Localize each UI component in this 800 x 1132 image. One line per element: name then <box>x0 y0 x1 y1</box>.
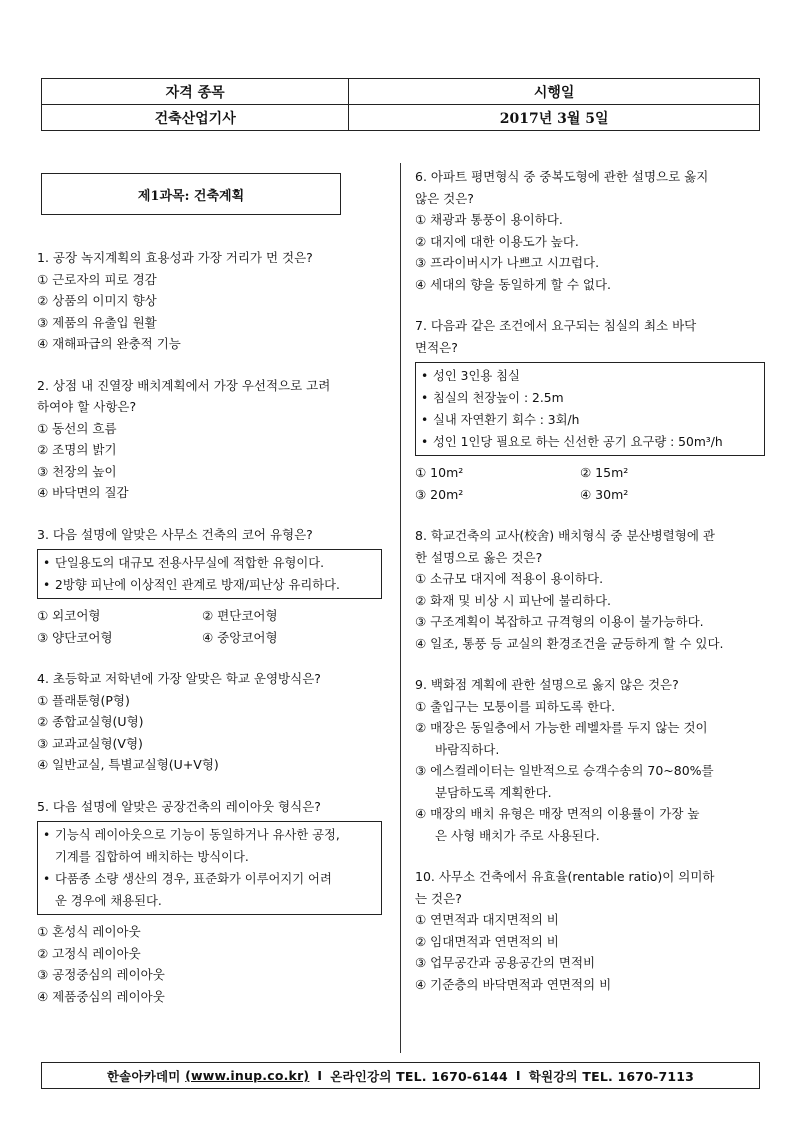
choice-4[interactable]: ④ 세대의 향을 동일하게 할 수 없다. <box>415 276 611 292</box>
choice-4-cont: 은 사형 배치가 주로 사용된다. <box>435 827 600 843</box>
choice-3[interactable]: ③ 공정중심의 레이아웃 <box>37 967 165 982</box>
choice-4[interactable]: ④ 30m² <box>580 486 629 502</box>
choice-4[interactable]: ④ 일반교실, 특별교실형(U+V형) <box>37 757 219 772</box>
choice-grid <box>37 605 382 648</box>
choice-3[interactable]: ③ 양단코어형 <box>37 629 113 645</box>
choice-2[interactable]: ② 고정식 레이아웃 <box>37 945 141 961</box>
condition-box <box>37 821 382 915</box>
condition-box <box>415 362 765 456</box>
condition-box <box>37 549 382 599</box>
choice-1[interactable]: ① 10m² <box>415 465 464 480</box>
question-text: 2. 상점 내 진열장 배치계획에서 가장 우선적으로 고려 <box>37 377 331 393</box>
condition-item: • 단일용도의 대규모 전용사무실에 적합한 유형이다. <box>43 552 376 574</box>
question-text-cont: 는 것은? <box>415 890 462 906</box>
right-column <box>415 166 765 1015</box>
choice-4[interactable]: ④ 바닥면의 질감 <box>37 485 129 500</box>
condition-line: 기계를 집합하여 배치하는 방식이다. <box>55 850 249 864</box>
question-4 <box>37 668 382 776</box>
condition-item: • 침실의 천장높이 : 2.5m <box>421 387 759 409</box>
question-text: 7. 다음과 같은 조건에서 요구되는 침실의 최소 바닥 <box>415 318 697 333</box>
condition-item: • 성인 1인당 필요로 하는 신선한 공기 요구량 : 50m³/h <box>421 431 759 453</box>
condition-line: 다품종 소량 생산의 경우, 표준화가 이루어지기 어려 <box>55 872 332 886</box>
question-text-cont: 않은 것은? <box>415 190 474 206</box>
choice-2[interactable]: ② 매장은 동일층에서 가능한 레벨차를 두지 않는 것이 <box>415 720 708 735</box>
condition-item: • 2방향 피난에 이상적인 관계로 방재/피난상 유리하다. <box>43 574 376 596</box>
condition-item: • 성인 3인용 침실 <box>421 365 759 387</box>
footer-website-link[interactable]: (www.inup.co.kr) <box>185 1068 310 1083</box>
footer-academy-name: 한솔아카데미 <box>106 1068 181 1084</box>
choice-4[interactable]: ④ 매장의 배치 유형은 매장 면적의 이용률이 가장 높 <box>415 806 700 821</box>
choice-2[interactable]: ② 편단코어형 <box>202 608 278 623</box>
choice-2[interactable]: ② 15m² <box>580 465 629 480</box>
question-text-cont: 면적은? <box>415 339 458 355</box>
question-7 <box>415 315 765 505</box>
question-5 <box>37 796 382 1008</box>
choice-2[interactable]: ② 조명의 밝기 <box>37 442 117 457</box>
choice-1[interactable]: ① 채광과 통풍이 용이하다. <box>415 212 563 227</box>
choice-1[interactable]: ① 연면적과 대지면적의 비 <box>415 912 559 927</box>
choice-4[interactable]: ④ 재해파급의 완충적 기능 <box>37 336 181 351</box>
choice-3[interactable]: ③ 교과교실형(V형) <box>37 735 143 751</box>
choice-2[interactable]: ② 임대면적과 연면적의 비 <box>415 933 559 949</box>
choice-3[interactable]: ③ 제품의 유출입 원활 <box>37 314 157 330</box>
question-text: 1. 공장 녹지계획의 효용성과 가장 거리가 먼 것은? <box>37 250 313 265</box>
choice-3[interactable]: ③ 구조계획이 복잡하고 규격형의 이용이 불가능하다. <box>415 614 704 629</box>
question-text-cont: 한 설명으로 옳은 것은? <box>415 549 543 565</box>
question-text: 3. 다음 설명에 알맞은 사무소 건축의 코어 유형은? <box>37 526 313 542</box>
choice-1[interactable]: ① 동선의 흐름 <box>37 420 117 436</box>
choice-3[interactable]: ③ 업무공간과 공용공간의 면적비 <box>415 955 596 970</box>
footer-separator: I <box>515 1068 521 1083</box>
question-text: 10. 사무소 건축에서 유효율(rentable ratio)이 의미하 <box>415 869 715 884</box>
footer-separator: I <box>317 1068 323 1083</box>
choice-2[interactable]: ② 상품의 이미지 향상 <box>37 293 157 308</box>
question-9 <box>415 674 765 846</box>
choice-3[interactable]: ③ 천장의 높이 <box>37 463 117 479</box>
choice-1[interactable]: ① 근로자의 피로 경감 <box>37 271 157 287</box>
header-table <box>41 78 760 131</box>
question-text: 4. 초등학교 저학년에 가장 알맞은 학교 운영방식은? <box>37 671 321 686</box>
question-8 <box>415 525 765 654</box>
question-text: 6. 아파트 평면형식 중 중복도형에 관한 설명으로 옳지 <box>415 169 709 184</box>
choice-2[interactable]: ② 대지에 대한 이용도가 높다. <box>415 233 579 249</box>
choice-3[interactable]: ③ 에스컬레이터는 일반적으로 승객수송의 70~80%를 <box>415 763 714 778</box>
header-label-qualification: 자격 종목 <box>42 79 349 105</box>
question-text: 8. 학교건축의 교사(校舍) 배치형식 중 분산병렬형에 관 <box>415 528 715 543</box>
choice-4[interactable]: ④ 제품중심의 레이아웃 <box>37 988 165 1004</box>
question-text: 5. 다음 설명에 알맞은 공장건축의 레이아웃 형식은? <box>37 798 321 814</box>
question-text-cont: 하여야 할 사항은? <box>37 399 137 414</box>
footer-offline-tel: 학원강의 TEL. 1670-7113 <box>528 1068 695 1084</box>
footer-online-tel: 온라인강의 TEL. 1670-6144 <box>330 1068 508 1084</box>
condition-item: • 실내 자연환기 회수 : 3회/h <box>421 409 759 431</box>
footer-bar <box>41 1062 760 1089</box>
question-1 <box>37 247 382 355</box>
choice-1[interactable]: ① 혼성식 레이아웃 <box>37 924 141 939</box>
choice-2[interactable]: ② 종합교실형(U형) <box>37 714 144 729</box>
choice-3-cont: 분담하도록 계획한다. <box>435 784 552 800</box>
header-value-qualification: 건축산업기사 <box>42 105 349 131</box>
question-6 <box>415 166 765 295</box>
question-10 <box>415 866 765 995</box>
choice-2-cont: 바람직하다. <box>435 741 500 757</box>
condition-line: 기능식 레이아웃으로 기능이 동일하거나 유사한 공정, <box>55 828 340 842</box>
choice-1[interactable]: ① 플래툰형(P형) <box>37 692 130 708</box>
choice-grid <box>415 462 765 505</box>
choice-3[interactable]: ③ 20m² <box>415 486 464 502</box>
question-3 <box>37 524 382 649</box>
condition-item <box>43 868 376 912</box>
header-label-exam-date: 시행일 <box>349 79 760 105</box>
choice-4[interactable]: ④ 중앙코어형 <box>202 629 278 645</box>
choice-4[interactable]: ④ 기준층의 바닥면적과 연면적의 비 <box>415 976 612 992</box>
choice-1[interactable]: ① 외코어형 <box>37 608 101 623</box>
choice-2[interactable]: ② 화재 및 비상 시 피난에 불리하다. <box>415 592 611 608</box>
choice-4[interactable]: ④ 일조, 통풍 등 교실의 환경조건을 균등하게 할 수 있다. <box>415 635 724 651</box>
subject-title: 제1과목: 건축계획 <box>41 173 341 215</box>
choice-1[interactable]: ① 소규모 대지에 적용이 용이하다. <box>415 571 604 586</box>
column-divider <box>400 163 401 1053</box>
condition-line: 운 경우에 채용된다. <box>55 894 162 908</box>
condition-item <box>43 824 376 868</box>
choice-3[interactable]: ③ 프라이버시가 나쁘고 시끄럽다. <box>415 255 600 270</box>
choice-1[interactable]: ① 출입구는 모퉁이를 피하도록 한다. <box>415 698 616 714</box>
header-value-exam-date: 2017년 3월 5일 <box>349 105 760 131</box>
question-2 <box>37 375 382 504</box>
left-column <box>37 247 382 1027</box>
question-text: 9. 백화점 계획에 관한 설명으로 옳지 않은 것은? <box>415 677 679 692</box>
